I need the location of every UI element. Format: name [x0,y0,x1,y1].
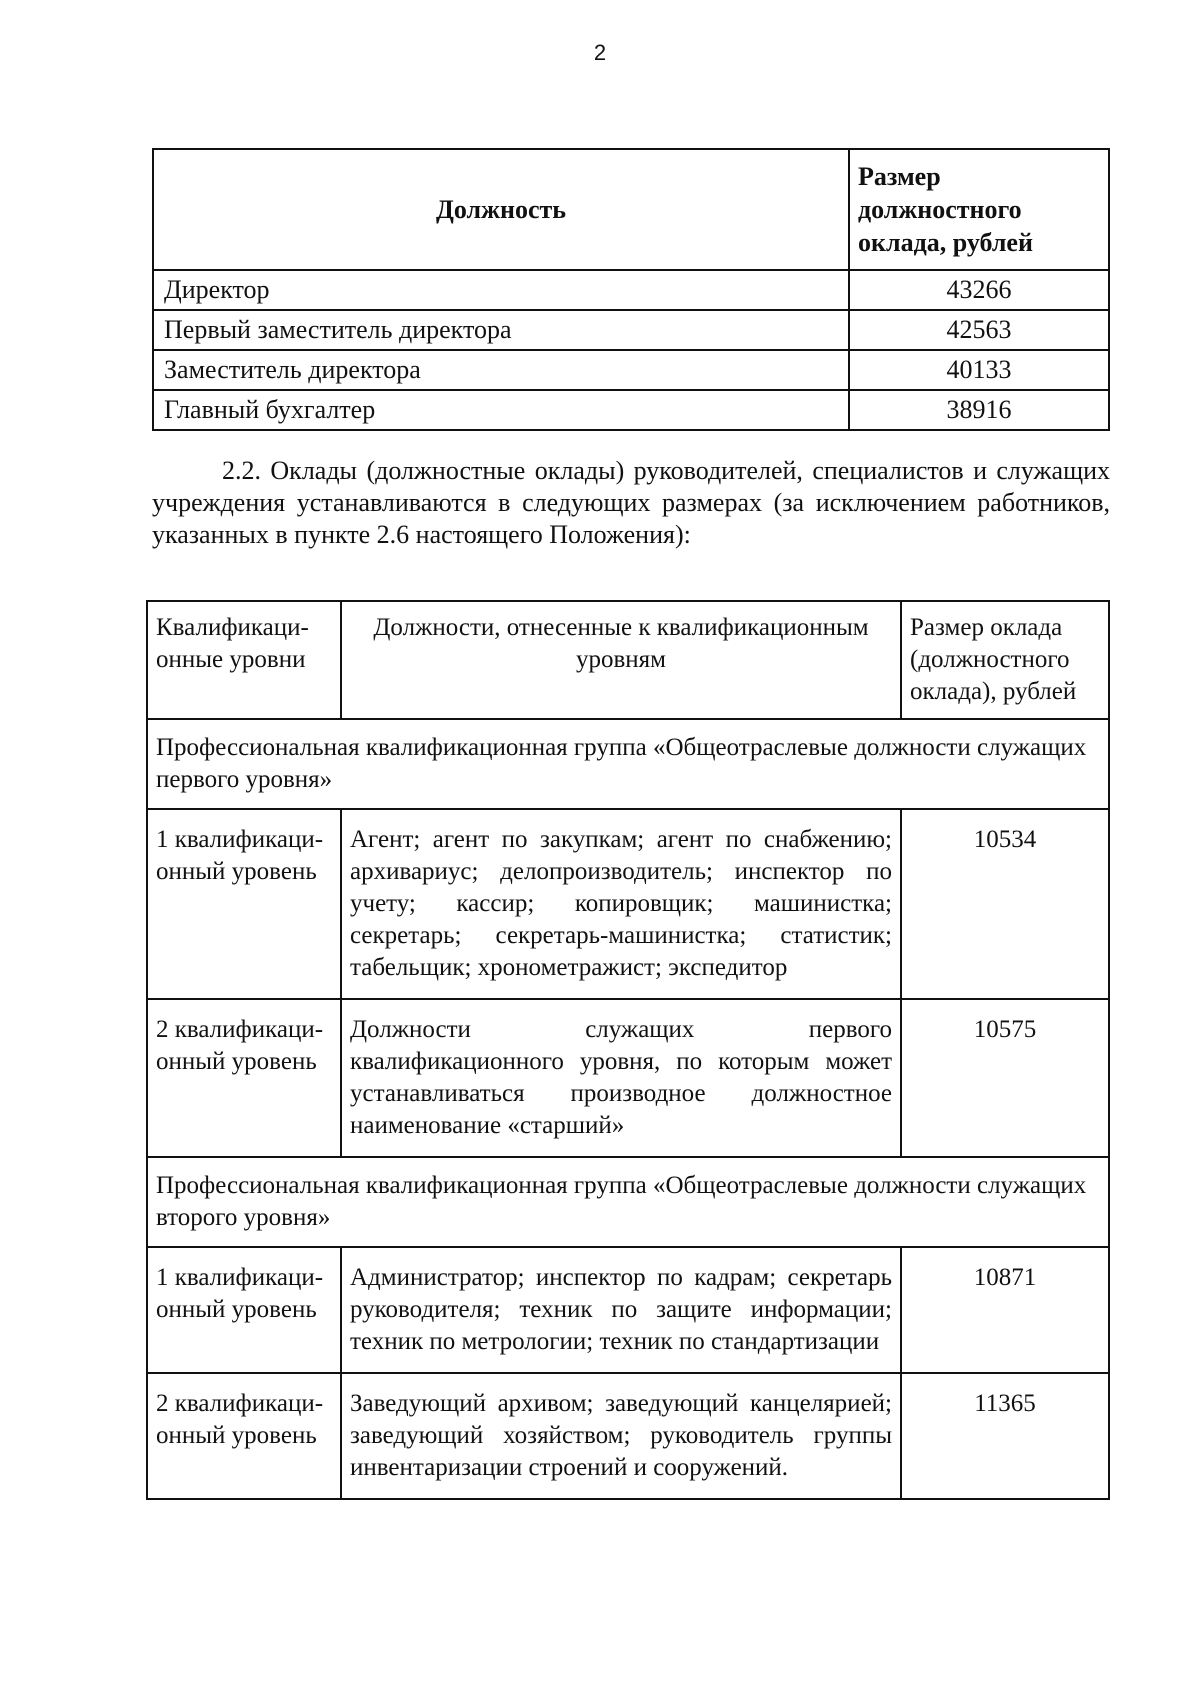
table-row [147,999,1109,1157]
table-header-row [147,601,1109,719]
positions-cell: Агент; агент по закупкам; агент по снабжению; архивариус; делопроизводитель; инспектор по учету; кассир; копировщик; машинистка; секретарь; секретарь-машинистка; статистик; табельщик; хронометражист; экспедитор [341,809,901,999]
header-position: Должность [153,149,849,270]
table-row [153,270,1109,310]
position-cell: Директор [153,270,849,310]
group-row [147,1157,1109,1247]
level-cell: 2 квалификаци-онный уровень [147,999,341,1157]
salary-cell: 40133 [849,350,1109,390]
table-row [147,1247,1109,1373]
table-row [153,350,1109,390]
position-cell: Главный бухгалтер [153,390,849,430]
table-row [153,390,1109,430]
header-positions: Должности, отнесенные к квалификационным уровням [341,601,901,719]
group-row [147,719,1109,809]
level-cell: 1 квалификаци-онный уровень [147,809,341,999]
table-row [147,809,1109,999]
salary-table-qualification-levels [146,600,1110,1500]
positions-cell: Заведующий архивом; заведующий канцелярией; заведующий хозяйством; руководитель группы инвентаризации строений и сооружений. [341,1373,901,1499]
positions-cell: Администратор; инспектор по кадрам; секретарь руководителя; техник по защите информации; техник по метрологии; техник по стандартизации [341,1247,901,1373]
salary-cell: 10871 [901,1247,1109,1373]
salary-cell: 42563 [849,310,1109,350]
header-salary-size: Размер должностного оклада, рублей [849,149,1109,270]
level-cell: 2 квалификаци-онный уровень [147,1373,341,1499]
salary-cell: 10575 [901,999,1109,1157]
salary-cell: 11365 [901,1373,1109,1499]
salary-cell: 43266 [849,270,1109,310]
salary-table-management [152,148,1110,431]
group-title: Профессиональная квалификационная группа «Общеотраслевые должности служащих второго уровня» [147,1157,1109,1247]
group-title: Профессиональная квалификационная группа «Общеотраслевые должности служащих первого уровня» [147,719,1109,809]
table-row [147,1373,1109,1499]
level-cell: 1 квалификаци-онный уровень [147,1247,341,1373]
salary-cell: 38916 [849,390,1109,430]
page-number: 2 [593,40,607,65]
paragraph-2-2: 2.2. Оклады (должностные оклады) руководителей, специалистов и служащих учреждения устанавливаются в следующих размерах (за исключением работников, указанных в пункте 2.6 настоящего Положения): [152,456,1110,549]
positions-cell: Должности служащих первого квалификационного уровня, по которым может устанавливаться производное должностное наименование «старший» [341,999,901,1157]
position-cell: Первый заместитель директора [153,310,849,350]
header-salary-size: Размер оклада (должностного оклада), рублей [901,601,1109,719]
table-header-row [153,149,1109,270]
header-levels: Квалификаци-онные уровни [147,601,341,719]
salary-cell: 10534 [901,809,1109,999]
table-row [153,310,1109,350]
position-cell: Заместитель директора [153,350,849,390]
